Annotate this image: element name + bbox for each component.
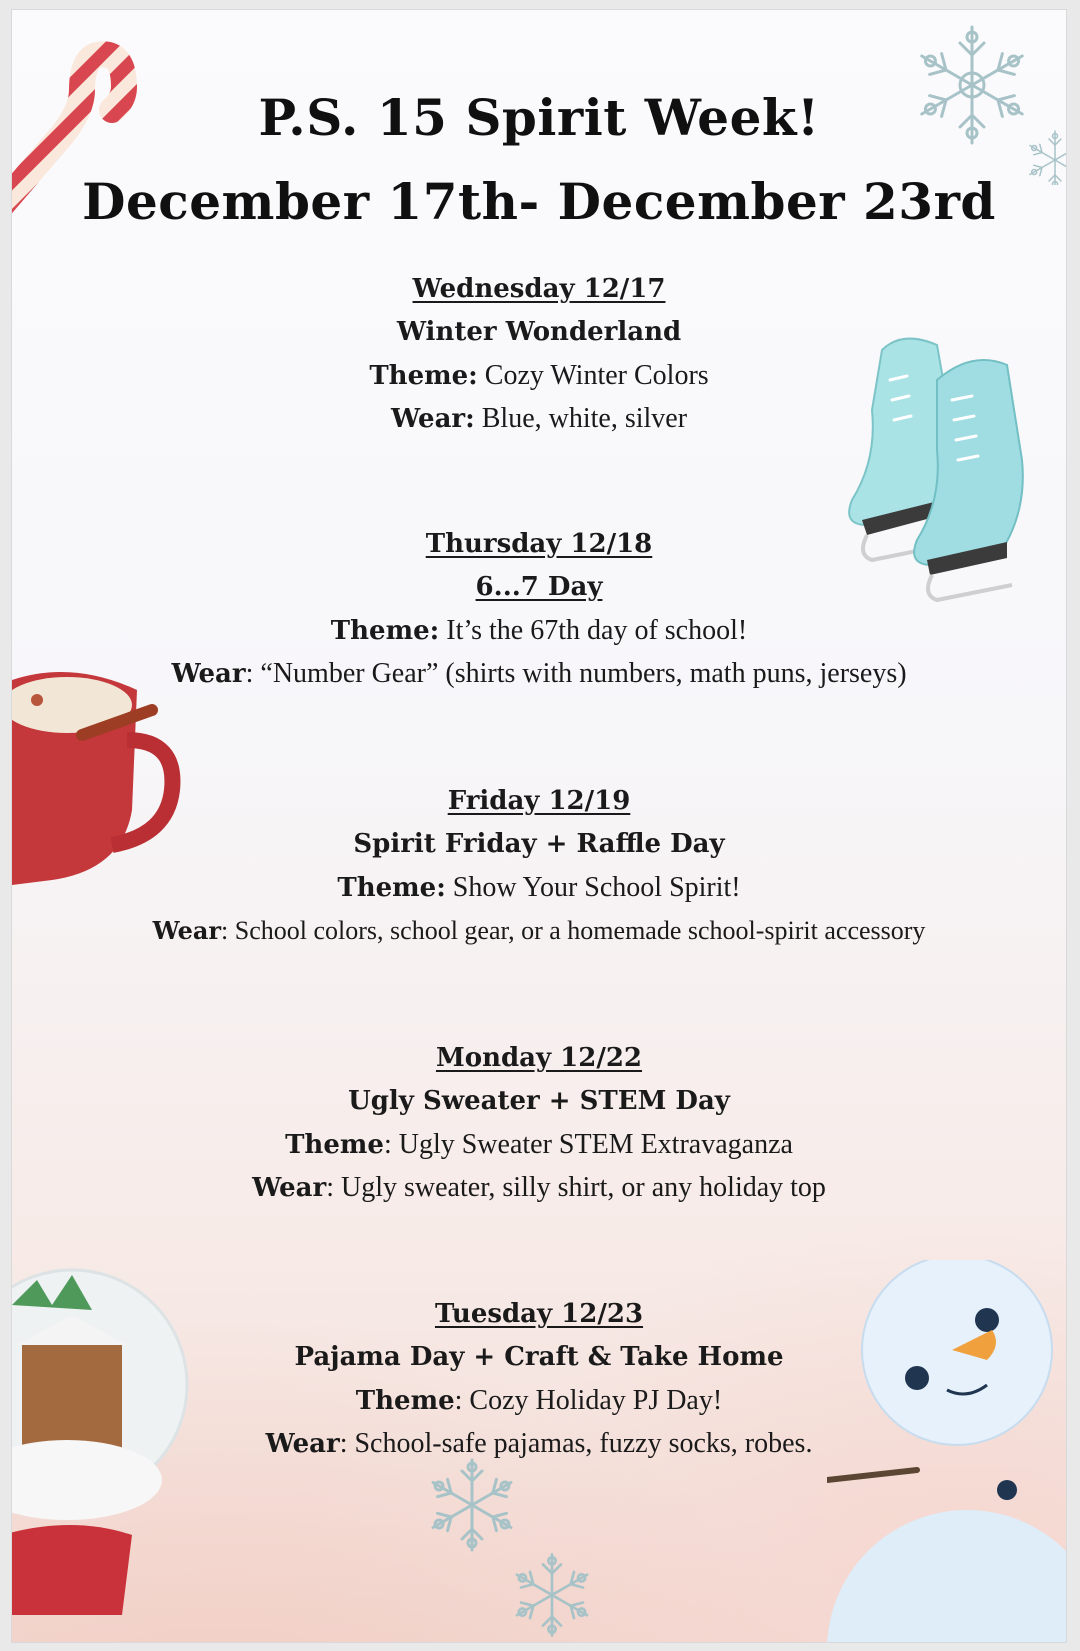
date-range-title: December 17th- December 23rd [82, 172, 996, 231]
wear-row [52, 1166, 1026, 1209]
theme-value: : Cozy Holiday PJ Day! [454, 1385, 723, 1416]
wear-label: Wear [152, 916, 222, 945]
day-date: Thursday 12/18 [425, 529, 653, 559]
day-name: Pajama Day + Craft & Take Home [294, 1342, 784, 1372]
theme-label: Theme: [337, 873, 446, 903]
wear-row [52, 909, 1026, 952]
theme-row [52, 609, 1026, 652]
theme-label: Theme: [330, 616, 440, 646]
day-date: Monday 12/22 [435, 1043, 643, 1073]
day-block-friday [52, 780, 1026, 952]
wear-label: Wear [265, 1429, 340, 1459]
wear-label: Wear [252, 1173, 327, 1203]
wear-value: : “Number Gear” (shirts with numbers, math puns, jerseys) [245, 658, 907, 689]
wear-label: Wear: [390, 404, 475, 434]
theme-row [52, 1123, 1026, 1166]
theme-row [52, 354, 1026, 397]
day-name: Ugly Sweater + STEM Day [348, 1086, 730, 1116]
day-name: 6...7 Day [475, 572, 603, 602]
wear-value: Blue, white, silver [474, 403, 688, 434]
wear-label: Wear [171, 659, 246, 689]
wear-row [52, 652, 1026, 695]
day-date: Friday 12/19 [447, 786, 631, 816]
wear-value: : Ugly sweater, silly shirt, or any holiday top [326, 1172, 826, 1203]
theme-value: Cozy Winter Colors [477, 360, 709, 391]
day-name: Winter Wonderland [396, 317, 682, 347]
wear-value: : School colors, school gear, or a homemade school-spirit accessory [221, 916, 926, 945]
theme-value: It’s the 67th day of school! [439, 615, 748, 646]
wear-row [52, 397, 1026, 440]
theme-label: Theme: [369, 361, 478, 391]
day-name: Spirit Friday + Raffle Day [353, 829, 725, 859]
day-block-thursday [52, 523, 1026, 695]
day-date: Tuesday 12/23 [434, 1299, 644, 1329]
theme-row [52, 1379, 1026, 1422]
theme-row [52, 866, 1026, 909]
theme-value: Show Your School Spirit! [445, 872, 741, 903]
theme-value: : Ugly Sweater STEM Extravaganza [383, 1129, 793, 1160]
day-date: Wednesday 12/17 [412, 274, 666, 304]
snowflake-icon [412, 1450, 612, 1642]
day-block-monday [52, 1037, 1026, 1209]
day-block-wednesday [52, 268, 1026, 440]
page-title: P.S. 15 Spirit Week! [258, 88, 820, 147]
theme-label: Theme [355, 1386, 455, 1416]
wear-row [52, 1422, 1026, 1465]
theme-label: Theme [285, 1130, 384, 1160]
wear-value: : School-safe pajamas, fuzzy socks, robes. [339, 1428, 813, 1459]
flyer-sheet [12, 10, 1066, 1642]
day-block-tuesday [52, 1293, 1026, 1465]
